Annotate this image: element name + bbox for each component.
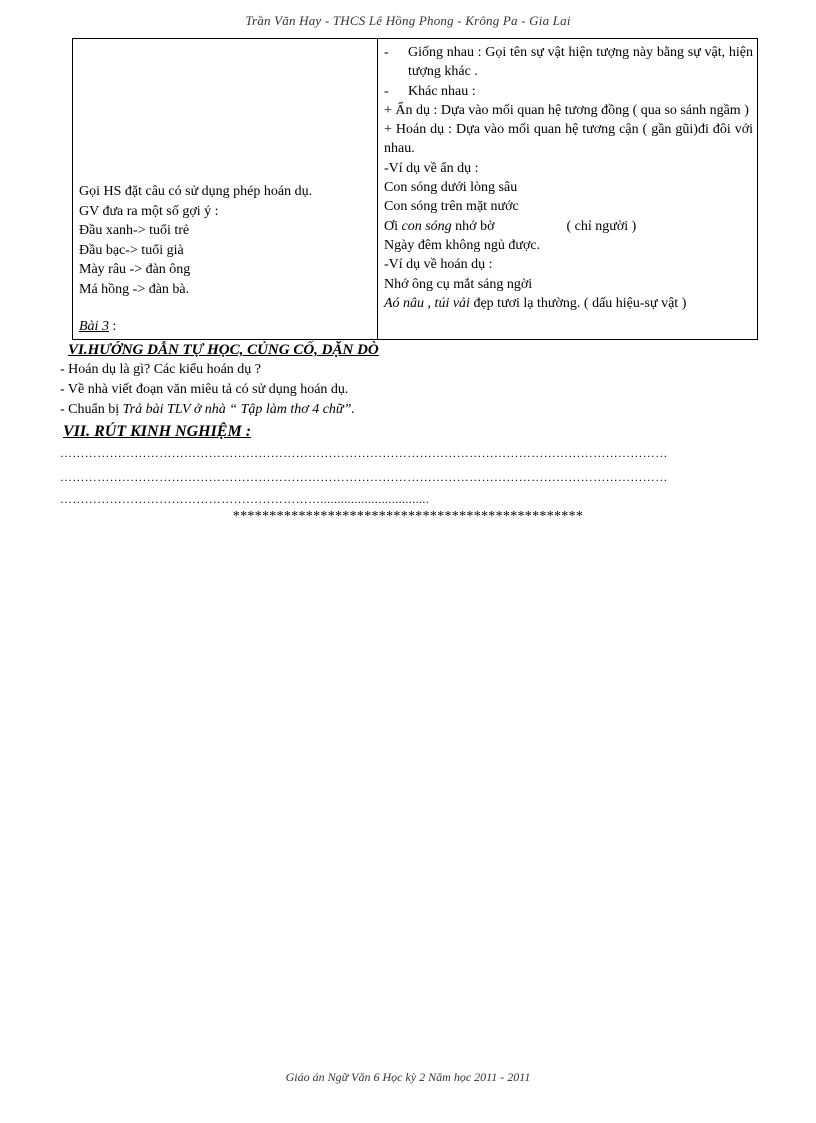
poem-note: ( chỉ người ) [566,218,637,234]
student-activity-cell [378,39,758,340]
dotted-line: ………………………………………………………………………………………………………………………………… [60,446,668,460]
homework-line: - Về nhà viết đoạn văn miêu tả có sử dụng hoán dụ. [60,382,349,397]
poem-line: Ngày đêm không ngủ được. [384,237,541,253]
section-6-title: VI.HƯỚNG DẪN TỰ HỌC, CỦNG CỐ, DẶN DÒ [68,342,379,358]
page-footer: Giáo án Ngữ Văn 6 Học kỳ 2 Năm học 2011 - 2011 [285,1070,531,1084]
exercise-3-label: Bài 3 : [79,319,117,334]
dotted-line: ………………………………………………………................................ [60,492,430,506]
hoan-du-definition: + Hoán dụ : Dựa vào mối quan hệ tương cận ( gần gũi)đi đôi với nhau. [384,122,753,157]
poem-line: Ơi con sóng nhớ bờ ( chỉ người ) [384,218,637,234]
dotted-line: ………………………………………………………………………………………………………………………………… [60,470,668,484]
section-7-title: VII. RÚT KINH NGHIỆM : [63,423,252,440]
similarity-bullet: - Giống nhau : Gọi tên sự vật hiện tượng này bằng sự vật, hiện tượng khác . [384,45,753,80]
left-line: Mày râu -> đàn ông [79,262,191,277]
poem-line: Aó nâu , túi vải đẹp tươi lạ thường. ( dấu hiệu-sự vật ) [384,295,687,311]
page-header: Trần Văn Hay - THCS Lê Hồng Phong - Krông Pa - Gia Lai [245,13,571,28]
table-row [73,39,758,340]
poem-line: Con sóng dưới lòng sâu [384,180,518,196]
left-line: GV đưa ra một số gợi ý : [79,203,219,219]
an-du-definition: + Ẩn dụ : Dựa vào mối quan hệ tương đồng ( qua so sánh ngầm ) [384,102,749,118]
poem-line: Con sóng trên mặt nước [384,199,519,215]
student-activity-text [384,43,753,313]
teacher-activity-cell [73,39,378,340]
difference-bullet: - Khác nhau : [384,83,476,99]
separator-stars: ************************************************ [232,509,584,524]
left-line: Má hồng -> đàn bà. [79,281,190,297]
exercise-3-title: Bài 3 [79,319,109,334]
homework-line: - Chuẩn bị Trả bài TLV ở nhà “ Tập làm thơ 4 chữ”. [60,402,355,417]
left-line: Đầu bạc-> tuổi già [79,242,184,258]
lesson-table [72,38,758,340]
an-du-example-label: -Ví dụ về ẩn dụ : [384,160,479,176]
left-line: Đầu xanh-> tuổi trẻ [79,223,190,238]
poem-line: Nhớ ông cụ mắt sáng ngời [384,276,533,292]
left-line: Gọi HS đặt câu có sử dụng phép hoán dụ. [79,184,313,199]
teacher-activity-text [79,182,369,337]
homework-line: - Hoán dụ là gì? Các kiểu hoán dụ ? [60,362,261,377]
hoan-du-example-label: -Ví dụ về hoán dụ : [384,257,493,273]
